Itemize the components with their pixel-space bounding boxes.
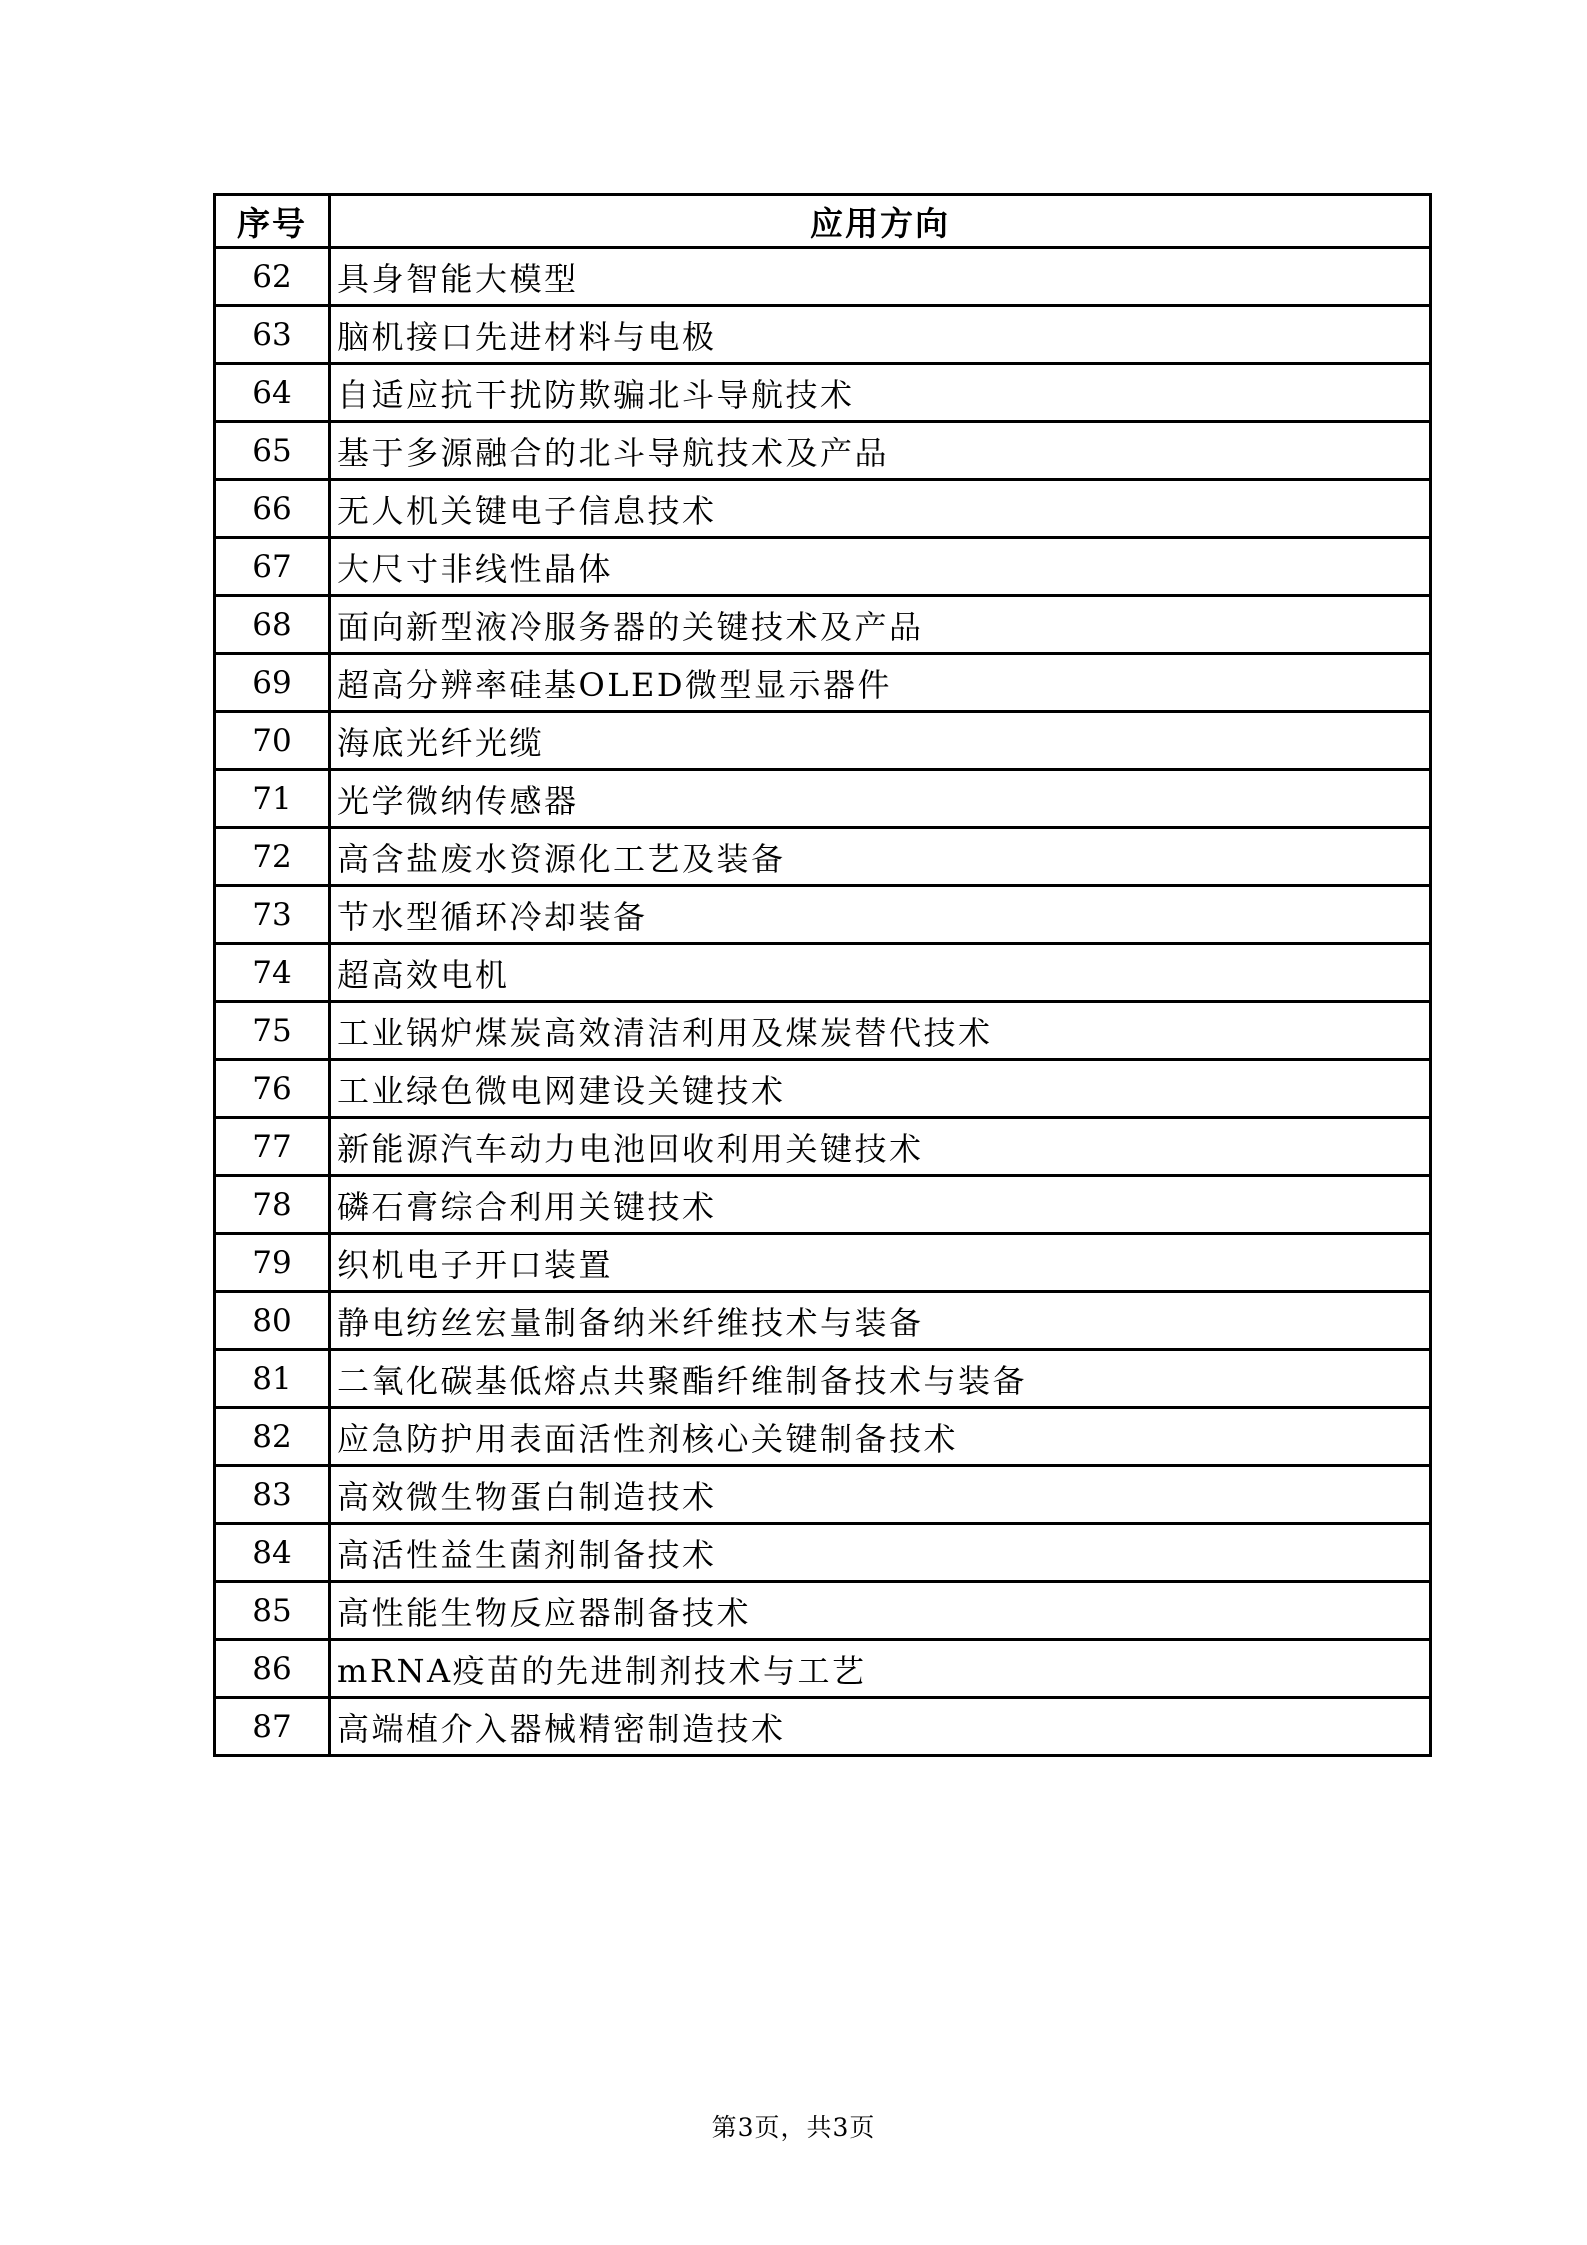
table-row xyxy=(215,596,1431,654)
row-serial-number: 70 xyxy=(215,712,330,770)
row-serial-number: 83 xyxy=(215,1466,330,1524)
row-application-direction: 脑机接口先进材料与电极 xyxy=(330,306,1431,364)
row-application-direction: 自适应抗干扰防欺骗北斗导航技术 xyxy=(330,364,1431,422)
row-serial-number: 68 xyxy=(215,596,330,654)
row-serial-number: 77 xyxy=(215,1118,330,1176)
row-application-direction: 高含盐废水资源化工艺及装备 xyxy=(330,828,1431,886)
table-row xyxy=(215,886,1431,944)
row-application-direction: 高效微生物蛋白制造技术 xyxy=(330,1466,1431,1524)
row-application-direction: 工业绿色微电网建设关键技术 xyxy=(330,1060,1431,1118)
row-serial-number: 74 xyxy=(215,944,330,1002)
table-row xyxy=(215,1640,1431,1698)
row-application-direction: 光学微纳传感器 xyxy=(330,770,1431,828)
row-application-direction: 应急防护用表面活性剂核心关键制备技术 xyxy=(330,1408,1431,1466)
row-application-direction: 节水型循环冷却装备 xyxy=(330,886,1431,944)
row-serial-number: 79 xyxy=(215,1234,330,1292)
row-application-direction: 高端植介入器械精密制造技术 xyxy=(330,1698,1431,1756)
row-serial-number: 62 xyxy=(215,248,330,306)
page-number-footer: 第3页，共3页 xyxy=(711,2113,876,2142)
row-application-direction: 面向新型液冷服务器的关键技术及产品 xyxy=(330,596,1431,654)
table-row xyxy=(215,1118,1431,1176)
table-row xyxy=(215,364,1431,422)
row-application-direction: 高活性益生菌剂制备技术 xyxy=(330,1524,1431,1582)
row-application-direction: 具身智能大模型 xyxy=(330,248,1431,306)
row-application-direction: 超高效电机 xyxy=(330,944,1431,1002)
row-serial-number: 71 xyxy=(215,770,330,828)
table-row xyxy=(215,1176,1431,1234)
row-serial-number: 87 xyxy=(215,1698,330,1756)
table-row xyxy=(215,770,1431,828)
row-serial-number: 69 xyxy=(215,654,330,712)
table-row xyxy=(215,1524,1431,1582)
table-row xyxy=(215,712,1431,770)
row-application-direction: 工业锅炉煤炭高效清洁利用及煤炭替代技术 xyxy=(330,1002,1431,1060)
table-row xyxy=(215,1350,1431,1408)
table-row xyxy=(215,480,1431,538)
row-application-direction: mRNA疫苗的先进制剂技术与工艺 xyxy=(330,1640,1431,1698)
table-row xyxy=(215,828,1431,886)
row-application-direction: 基于多源融合的北斗导航技术及产品 xyxy=(330,422,1431,480)
table-row xyxy=(215,538,1431,596)
table-row xyxy=(215,248,1431,306)
table-header-row xyxy=(215,195,1431,248)
row-serial-number: 64 xyxy=(215,364,330,422)
table-row xyxy=(215,1408,1431,1466)
row-serial-number: 82 xyxy=(215,1408,330,1466)
row-serial-number: 80 xyxy=(215,1292,330,1350)
row-serial-number: 66 xyxy=(215,480,330,538)
row-serial-number: 63 xyxy=(215,306,330,364)
row-application-direction: 磷石膏综合利用关键技术 xyxy=(330,1176,1431,1234)
table-row xyxy=(215,1466,1431,1524)
row-application-direction: 超高分辨率硅基OLED微型显示器件 xyxy=(330,654,1431,712)
application-directions-table xyxy=(213,193,1432,1757)
table-row xyxy=(215,422,1431,480)
row-application-direction: 无人机关键电子信息技术 xyxy=(330,480,1431,538)
row-serial-number: 65 xyxy=(215,422,330,480)
row-serial-number: 85 xyxy=(215,1582,330,1640)
row-serial-number: 73 xyxy=(215,886,330,944)
header-cell-application-direction: 应用方向 xyxy=(330,195,1431,248)
table-body xyxy=(215,248,1431,1756)
row-application-direction: 大尺寸非线性晶体 xyxy=(330,538,1431,596)
row-serial-number: 84 xyxy=(215,1524,330,1582)
table-row xyxy=(215,1292,1431,1350)
row-serial-number: 76 xyxy=(215,1060,330,1118)
table-row xyxy=(215,1002,1431,1060)
row-application-direction: 新能源汽车动力电池回收利用关键技术 xyxy=(330,1118,1431,1176)
row-serial-number: 67 xyxy=(215,538,330,596)
table-row xyxy=(215,1698,1431,1756)
row-serial-number: 75 xyxy=(215,1002,330,1060)
row-application-direction: 织机电子开口装置 xyxy=(330,1234,1431,1292)
table-row xyxy=(215,1582,1431,1640)
table-row xyxy=(215,306,1431,364)
row-serial-number: 72 xyxy=(215,828,330,886)
row-application-direction: 海底光纤光缆 xyxy=(330,712,1431,770)
row-serial-number: 78 xyxy=(215,1176,330,1234)
table-row xyxy=(215,1234,1431,1292)
row-application-direction: 静电纺丝宏量制备纳米纤维技术与装备 xyxy=(330,1292,1431,1350)
row-serial-number: 86 xyxy=(215,1640,330,1698)
table-row xyxy=(215,654,1431,712)
header-cell-serial-number: 序号 xyxy=(215,195,330,248)
table-row xyxy=(215,944,1431,1002)
row-application-direction: 高性能生物反应器制备技术 xyxy=(330,1582,1431,1640)
row-serial-number: 81 xyxy=(215,1350,330,1408)
table-row xyxy=(215,1060,1431,1118)
row-application-direction: 二氧化碳基低熔点共聚酯纤维制备技术与装备 xyxy=(330,1350,1431,1408)
